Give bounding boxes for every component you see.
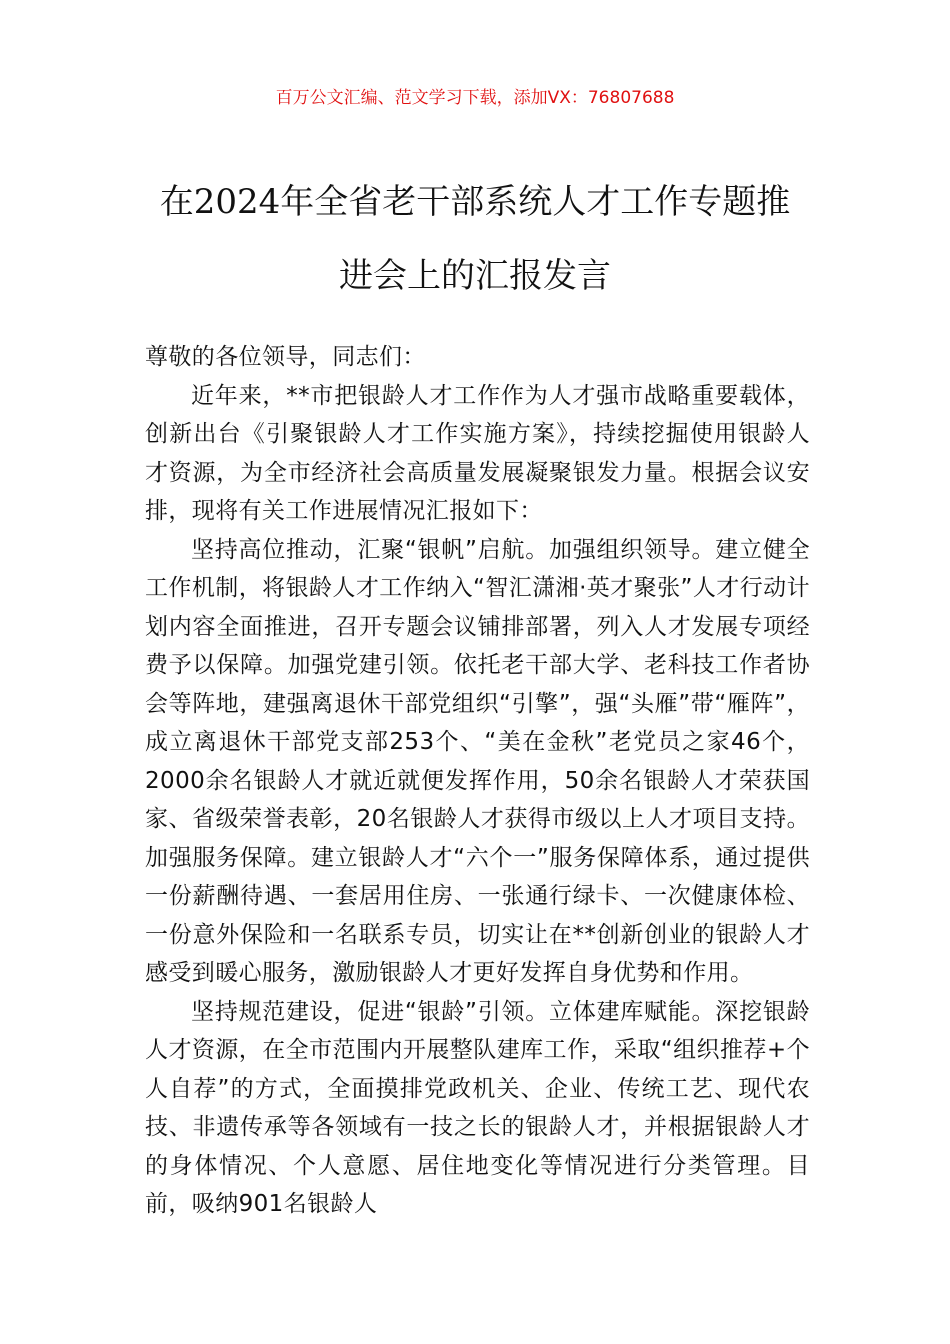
document-title bbox=[100, 178, 850, 300]
paragraph-intro: 近年来，**市把银龄人才工作作为人才强市战略重要载体，创新出台《引聚银龄人才工作实施方案》，持续挖掘使用银龄人才资源，为全市经济社会高质量发展凝聚银发力量。根据会议安排，现将有关工作进展情况汇报如下： bbox=[145, 382, 810, 524]
paragraph-standardized-construction: 坚持规范建设，促进“银龄”引领。立体建库赋能。深挖银龄人才资源，在全市范围内开展整队建库工作，采取“组织推荐+个人自荐”的方式，全面摸排党政机关、企业、传统工艺、现代农技、非遗传承等各领域有一技之长的银龄人才，并根据银龄人才的身体情况、个人意愿、居住地变化等情况进行分类管理。目前，吸纳901名银龄人 bbox=[145, 998, 810, 1217]
header-note: 百万公文汇编、范文学习下载，添加VX：76807688 bbox=[275, 88, 675, 108]
paragraph-high-level-promotion: 坚持高位推动，汇聚“银帆”启航。加强组织领导。建立健全工作机制，将银龄人才工作纳入“智汇潇湘·英才聚张”人才行动计划内容全面推进，召开专题会议铺排部署，列入人才发展专项经费予以保障。加强党建引领。依托老干部大学、老科技工作者协会等阵地，建强离退休干部党组织“引擎”，强“头雁”带“雁阵”，成立离退休干部党支部253个、“美在金秋”老党员之家46个，2000余名银龄人才就近就便发挥作用，50余名银龄人才荣获国家、省级荣誉表彰，20名银龄人才获得市级以上人才项目支持。加强服务保障。建立银龄人才“六个一”服务保障体系，通过提供一份薪酬待遇、一套居用住房、一张通行绿卡、一次健康体检、一份意外保险和一名联系专员，切实让在**创新创业的银龄人才感受到暖心服务，激励银龄人才更好发挥自身优势和作用。 bbox=[145, 536, 810, 986]
salutation: 尊敬的各位领导，同志们： bbox=[145, 344, 426, 370]
title-line-1: 在2024年全省老干部系统人才工作专题推 bbox=[159, 182, 791, 222]
title-line-2: 进会上的汇报发言 bbox=[339, 256, 611, 296]
document-body bbox=[145, 338, 810, 1224]
